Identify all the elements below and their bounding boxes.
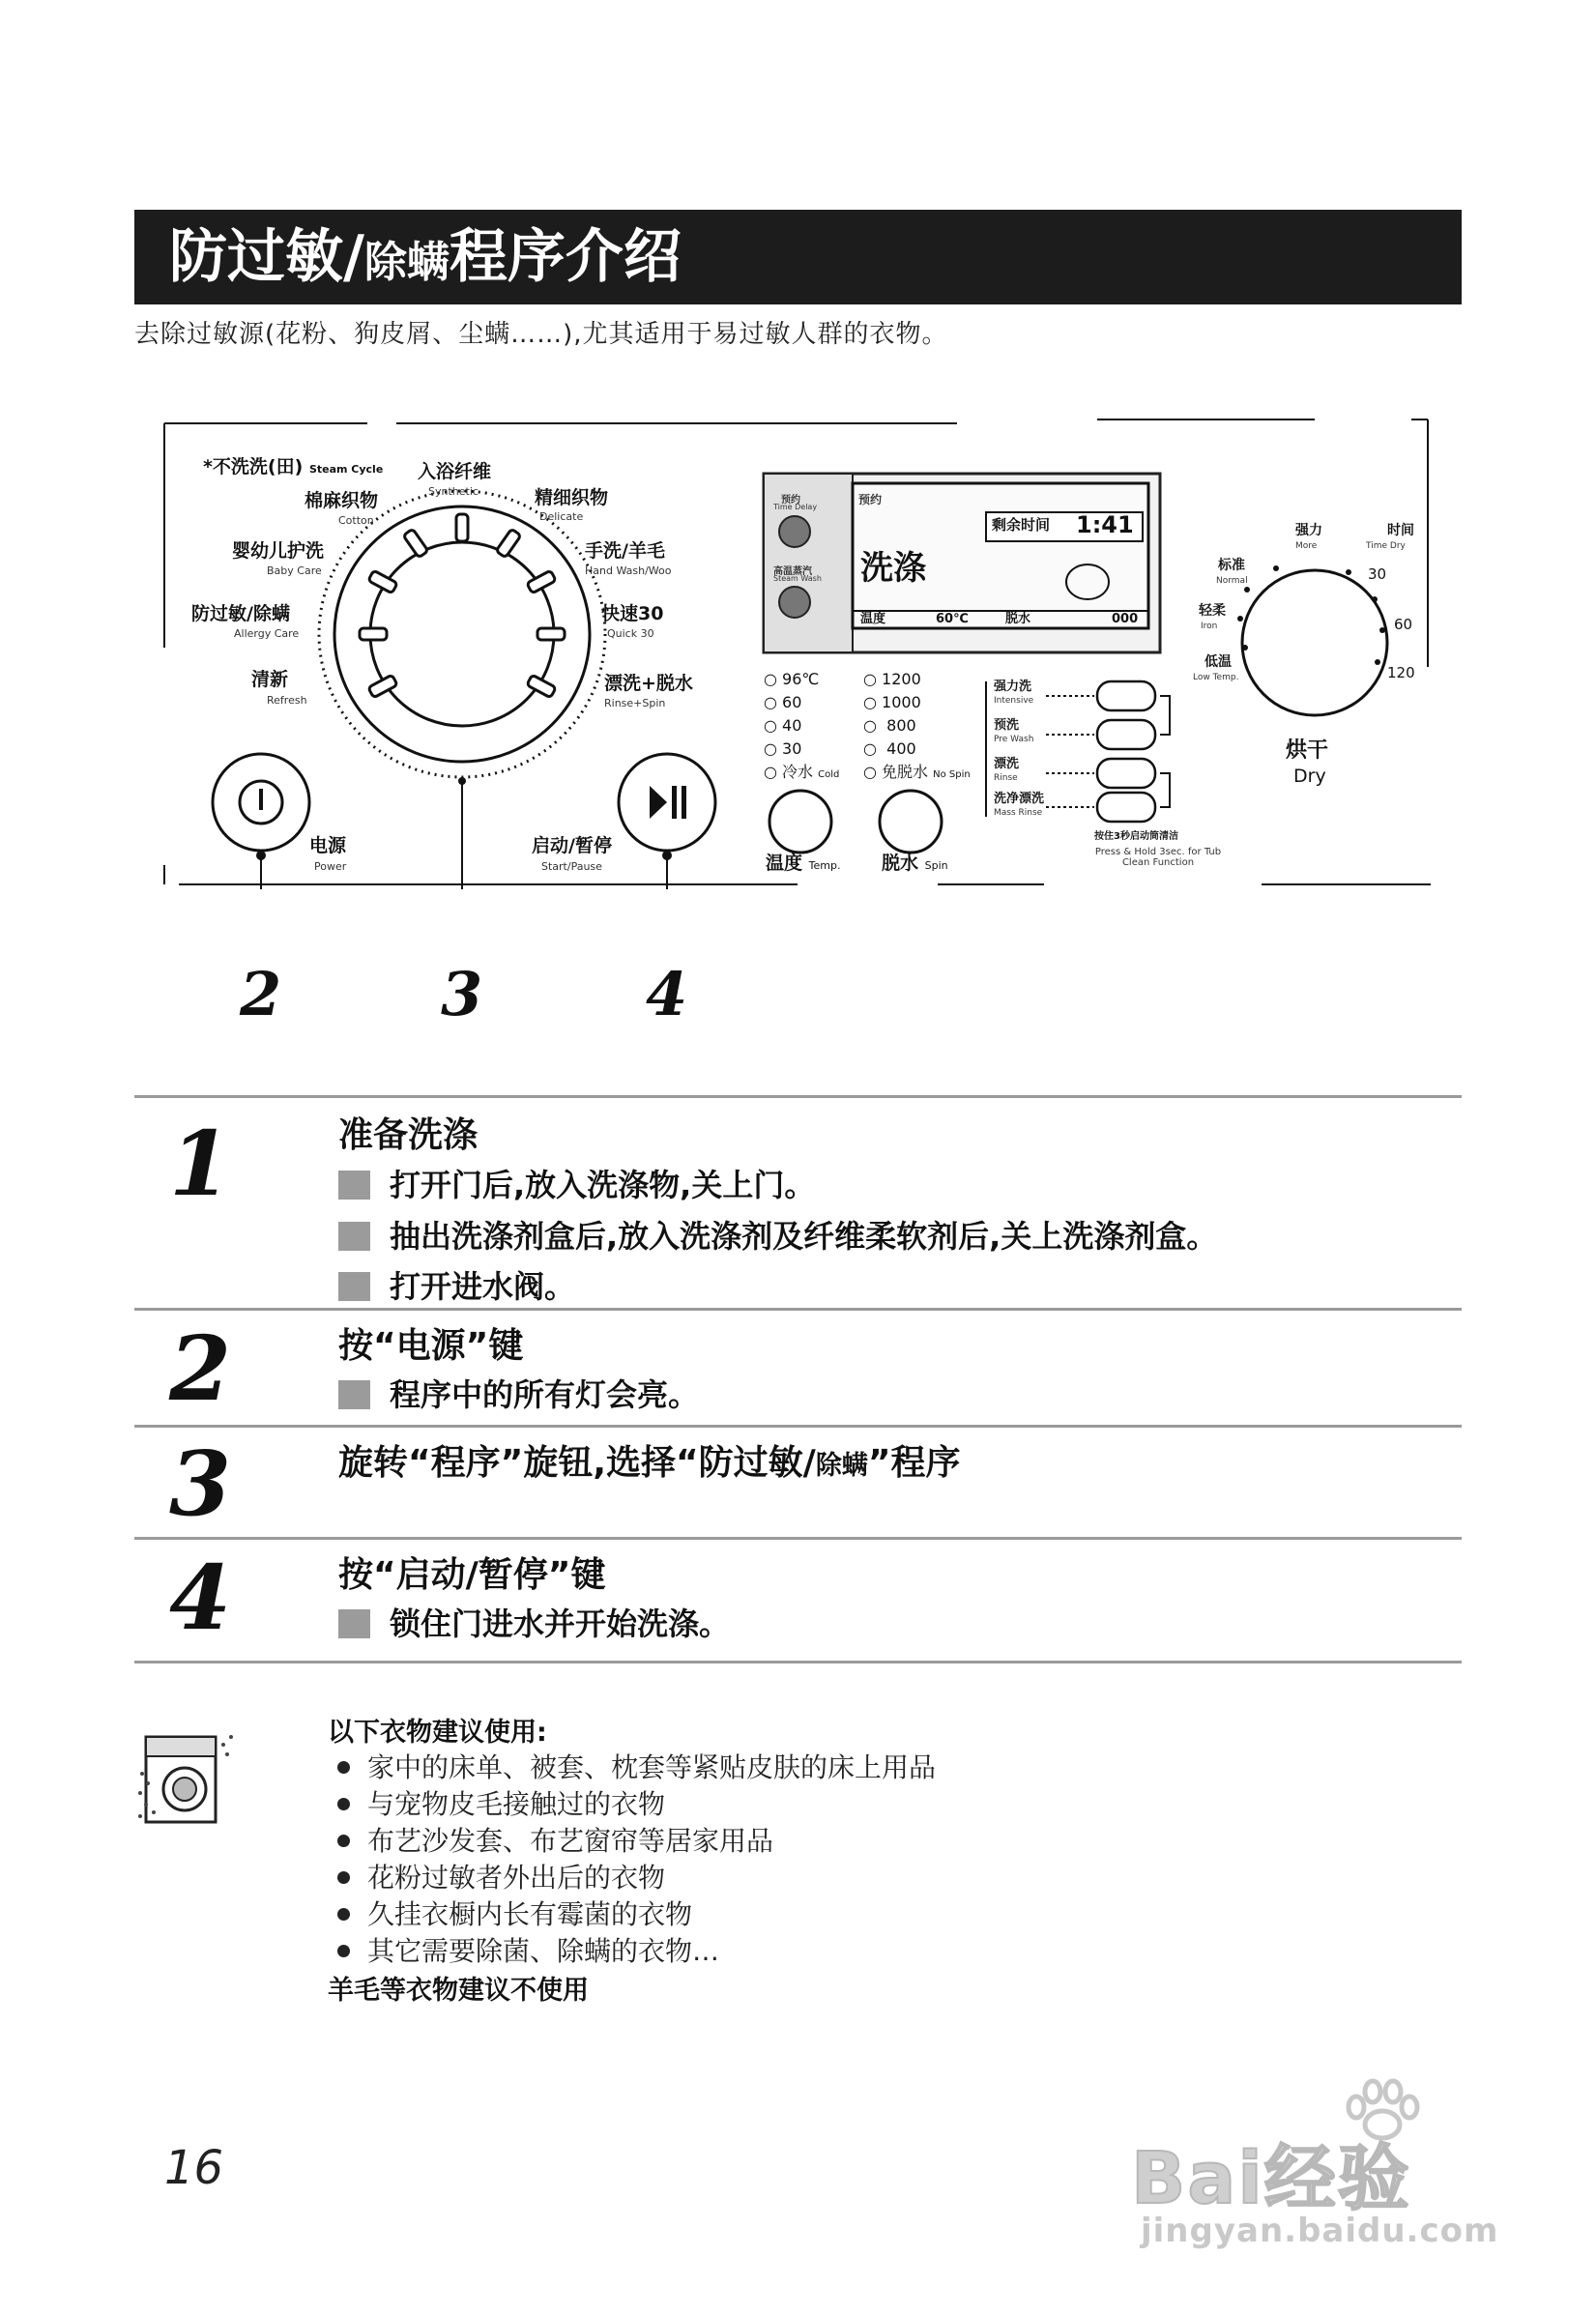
option-prewash: 预洗 [994, 718, 1020, 733]
step-title: 按“电源”键 [338, 1326, 524, 1366]
recommend-item: 久挂衣橱内长有霉菌的衣物 [337, 1894, 692, 1932]
recommend-item: 其它需要除菌、除螨的衣物… [337, 1930, 719, 1969]
steps-table [134, 1095, 1462, 1663]
step-bullet: 抽出洗涤剂盒后,放入洗涤剂及纤维柔软剂后,关上洗涤剂盒。 [338, 1212, 1217, 1257]
temp-knob-label: 温度 Temp. [766, 853, 841, 874]
option-note-en: Press & Hold 3sec. for Tub Clean Function [1094, 847, 1222, 868]
display-btn-delay-en: Time Delay [773, 503, 818, 511]
option-massrinse-en: Mass Rinse [994, 808, 1043, 818]
callout-3: 3 [441, 959, 483, 1029]
program-refresh: 清新 [251, 669, 289, 690]
display-bottom-spin: 脱水 [1005, 612, 1031, 626]
spin-knob-label: 脱水 Spin [882, 853, 948, 874]
dry-label-en: Dry [1293, 766, 1326, 787]
option-note: 按住3秒启动筒清洁 [1094, 831, 1178, 842]
display-remain-label: 剩余时间 [992, 516, 1051, 534]
spin-1000: ○ 1000 [863, 693, 921, 711]
recommend-item: 花粉过敏者外出后的衣物 [337, 1857, 665, 1895]
callout-4: 4 [646, 959, 688, 1029]
step-number: 1 [169, 1112, 232, 1216]
program-steam: *不洗洗(田) Steam Cycle [203, 456, 384, 477]
power-label-en: Power [314, 860, 347, 873]
program-quick30-en: Quick 30 [607, 627, 654, 640]
program-handwash-en: Hand Wash/Woo [585, 564, 672, 577]
step-bullet: 程序中的所有灯会亮。 [338, 1371, 699, 1415]
display-remain-value: 1:41 [1076, 511, 1134, 538]
dry-more: 强力 [1295, 523, 1322, 538]
display-bottom-temp-value: 60℃ [936, 612, 969, 626]
start-label-en: Start/Pause [541, 860, 602, 873]
display-bottom-spin-value: 000 [1112, 612, 1139, 626]
spin-1200: ○ 1200 [863, 670, 921, 688]
program-rinse-spin-en: Rinse+Spin [604, 697, 666, 709]
dry-iron-en: Iron [1201, 622, 1218, 631]
option-massrinse: 洗净漂洗 [994, 792, 1045, 806]
program-quick30: 快速30 [601, 603, 664, 624]
start-label: 启动/暂停 [532, 835, 612, 856]
display-btn-steam: 高温蒸汽 [773, 566, 812, 577]
page-title: 防过敏/除螨程序介绍 [169, 223, 682, 291]
program-refresh-en: Refresh [267, 694, 307, 707]
option-intensive-en: Intensive [994, 696, 1034, 706]
temp-cold: ○ 冷水 Cold [764, 763, 840, 781]
program-allergy-care: 防过敏/除螨 [191, 603, 290, 624]
dry-lowtemp: 低温 [1204, 654, 1232, 670]
step-number: 2 [169, 1316, 232, 1421]
display-btn-delay: 预约 [781, 495, 800, 506]
recommend-item: 布艺沙发套、布艺窗帘等居家用品 [337, 1820, 773, 1859]
step-bullet: 打开进水阀。 [338, 1262, 575, 1307]
recommend-item: 与宠物皮毛接触过的衣物 [337, 1783, 665, 1822]
display-program: 洗涤 [860, 549, 926, 588]
option-intensive: 强力洗 [994, 680, 1032, 694]
program-delicate-en: Delicate [539, 510, 584, 523]
dry-label: 烘干 [1286, 738, 1329, 763]
dry-time-30: 30 [1368, 565, 1387, 583]
dry-time-120: 120 [1387, 664, 1415, 681]
power-label: 电源 [309, 835, 347, 856]
page-number: 16 [164, 2141, 224, 2195]
step-bullet: 打开门后,放入洗涤物,关上门。 [338, 1161, 815, 1205]
step-number: 3 [169, 1432, 232, 1536]
program-rinse-spin: 漂洗+脱水 [604, 673, 693, 694]
dry-normal: 标准 [1218, 558, 1245, 573]
step-bullet: 锁住门进水并开始洗涤。 [338, 1600, 730, 1644]
program-cotton: 棉麻织物 [305, 490, 379, 511]
washing-machine-icon [134, 1716, 241, 1832]
watermark [1131, 2078, 1518, 2262]
option-rinse: 漂洗 [994, 757, 1020, 771]
dry-normal-en: Normal [1216, 576, 1248, 586]
option-prewash-en: Pre Wash [994, 735, 1034, 744]
program-allergy-care-en: Allergy Care [234, 627, 300, 640]
dry-lowtemp-en: Low Temp. [1193, 673, 1239, 682]
title-bar [134, 210, 1462, 304]
recommendation-section [134, 1706, 1462, 2015]
recommend-item: 家中的床单、被套、枕套等紧贴皮肤的床上用品 [337, 1747, 936, 1785]
step-3 [134, 1425, 1462, 1537]
callout-2: 2 [240, 959, 282, 1029]
watermark-logo: Bai经验 [1131, 2137, 1411, 2220]
dry-time-60: 60 [1394, 616, 1413, 633]
temp-96: ○ 96℃ [764, 670, 820, 688]
program-delicate: 精细织物 [535, 487, 609, 508]
display-bottom-temp: 温度 [860, 612, 886, 626]
display-top-left: 预约 [858, 493, 883, 506]
panel-drawing [155, 406, 1440, 889]
temp-40: ○ 40 [764, 716, 802, 735]
temp-30: ○ 30 [764, 739, 802, 758]
recommend-heading: 以下衣物建议使用: [328, 1718, 547, 1748]
dry-more-en: More [1295, 541, 1318, 551]
step-number: 4 [169, 1546, 232, 1650]
step-title: 按“启动/暂停”键 [338, 1555, 606, 1595]
option-rinse-en: Rinse [994, 773, 1018, 783]
program-synthetic-en: Synthetic [428, 485, 479, 498]
dry-iron: 轻柔 [1199, 603, 1226, 619]
step-4 [134, 1537, 1462, 1663]
intro-text: 去除过敏源(花粉、狗皮屑、尘螨……),尤其适用于易过敏人群的衣物。 [134, 320, 948, 349]
program-cotton-en: Cotton [338, 514, 374, 527]
dry-time: 时间 [1387, 523, 1414, 538]
program-synthetic: 入浴纤维 [418, 461, 492, 482]
display-btn-steam-en: Steam Wash [773, 574, 822, 583]
spin-nospin: ○ 免脱水 No Spin [863, 763, 971, 781]
control-panel-diagram [155, 406, 1440, 1029]
spin-800: ○ 800 [863, 716, 916, 735]
watermark-url: jingyan.baidu.com [1141, 2212, 1499, 2250]
temp-60: ○ 60 [764, 693, 802, 711]
step-2 [134, 1308, 1462, 1425]
program-babycare: 婴幼儿护洗 [232, 540, 325, 562]
recommend-footer: 羊毛等衣物建议不使用 [328, 1976, 589, 2006]
program-babycare-en: Baby Care [267, 564, 322, 577]
spin-400: ○ 400 [863, 739, 916, 758]
step-title: 准备洗涤 [338, 1115, 479, 1155]
dry-time-en: Time Dry [1366, 541, 1406, 551]
step-1 [134, 1095, 1462, 1308]
step-title: 旋转“程序”旋钮,选择“防过敏/除螨”程序 [338, 1443, 961, 1483]
program-handwash: 手洗/羊毛 [585, 540, 665, 562]
